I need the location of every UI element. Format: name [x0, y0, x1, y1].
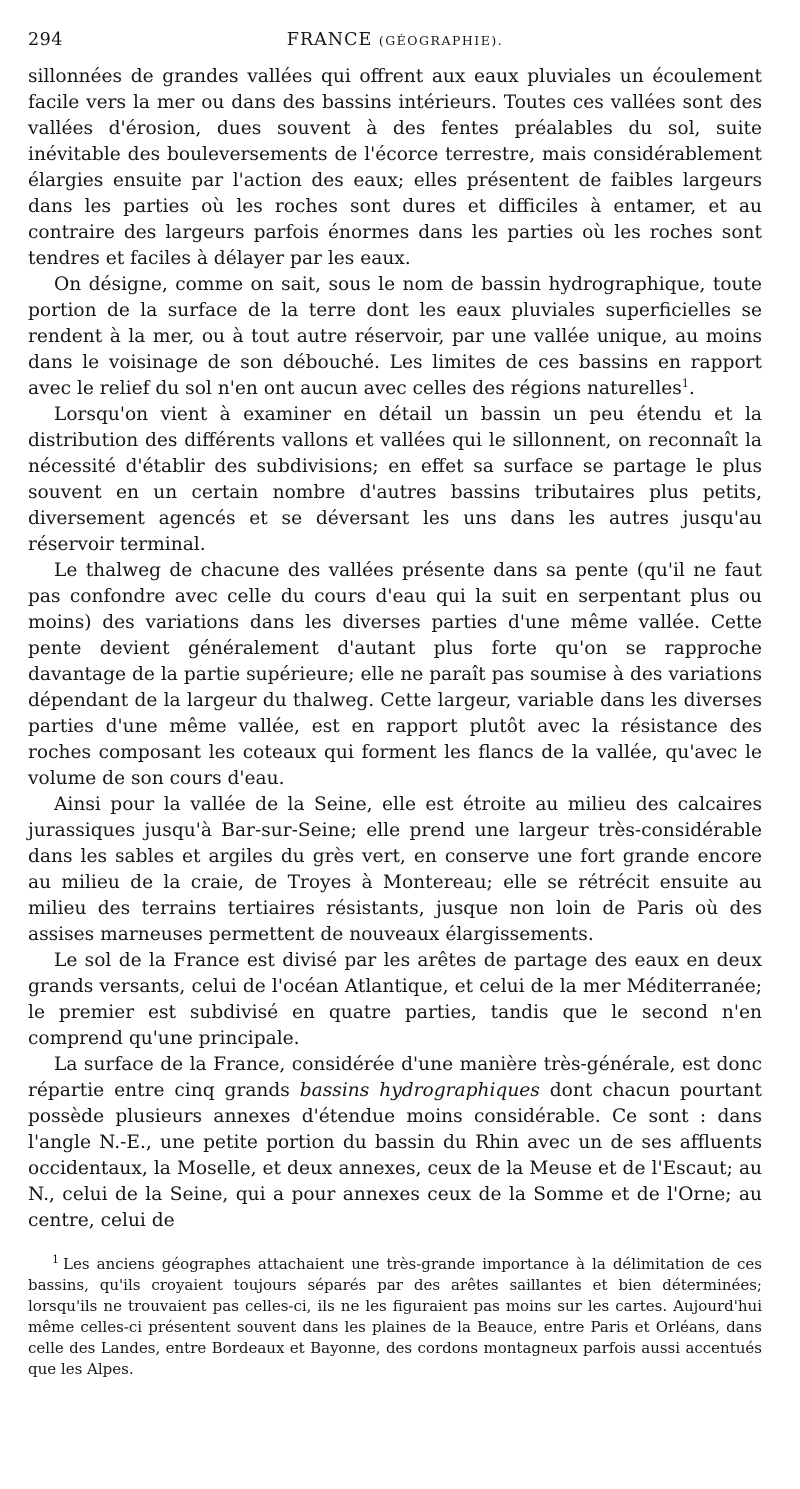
- running-title-main: FRANCE: [286, 30, 373, 50]
- paragraph-7: [28, 1052, 762, 1234]
- paragraph-6: Le sol de la France est divisé par les arêtes de partage des eaux en deux grands versants, celui de l'océan Atlantique, et celui de la mer Méditerranée; le premier est subdivisé en quatre parties, tandis que le second n'en comprend qu'une principale.: [28, 950, 762, 1049]
- running-title: [28, 30, 762, 50]
- paragraph-1: sillonnées de grandes vallées qui offrent aux eaux pluviales un écoulement facile vers la mer ou dans des bassins intérieurs. Toutes ces vallées sont des vallées d'érosion, dues souvent à des fentes préalables du sol, suite inévitable des bouleversements de l'écorce terrestre, mais considérablement élargies ensuite par l'action des eaux; elles présentent de faibles largeurs dans les parties où les roches sont dures et difficiles à entamer, et au contraire des largeurs parfois énormes dans les parties où les roches sont tendres et faciles à délayer par les eaux.: [28, 66, 762, 269]
- paragraph-2-end: .: [688, 378, 695, 399]
- paragraph-7-start: La surface de la France, considérée d'une manière très-générale, est donc répartie entre cinq grands: [28, 1054, 762, 1101]
- paragraph-2-text: On désigne, comme on sait, sous le nom de bassin hydrographique, toute portion de la surface de la terre dont les eaux pluviales superficielles se rendent à la mer, ou à tout autre réservoir, par une vallée unique, au moins dans le voisinage de son débouché. Les limites de ces bassins en rapport avec le relief du sol n'en ont aucun avec celles des régions naturelles: [28, 274, 762, 399]
- paragraph-7-emphasis: bassins hydrographiques: [299, 1080, 540, 1101]
- paragraph-2: [28, 272, 762, 402]
- body-text: [28, 64, 762, 1234]
- paragraph-4: Le thalweg de chacune des vallées présente dans sa pente (qu'il ne faut pas confondre avec celle du cours d'eau qui la suit en serpentant plus ou moins) des variations dans les diverses parties d'une même vallée. Cette pente devient généralement d'autant plus forte qu'on se rapproche davantage de la partie supérieure; elle ne paraît pas soumise à des variations dépendant de la largeur du thalweg. Cette largeur, variable dans les diverses parties d'une même vallée, est en rapport plutôt avec la résistance des roches composant les coteaux qui forment les flancs de la vallée, qu'avec le volume de son cours d'eau.: [28, 560, 762, 789]
- page-number: 294: [28, 30, 63, 50]
- footnote-text: Les anciens géographes attachaient une très-grande importance à la délimitation de ces bassins, qu'ils croyaient toujours séparés par des arêtes saillantes et bien déterminées; lorsqu'ils ne trouvaient pas celles-ci, ils ne les figuraient pas moins sur les cartes. Aujourd'hui même celles-ci présentent souvent dans les plaines de la Beauce, entre Paris et Orléans, dans celle des Landes, entre Bordeaux et Bayonne, des cordons montagneux parfois aussi accentués que les Alpes.: [28, 1255, 762, 1378]
- footnote-marker: 1: [52, 1253, 59, 1266]
- running-title-sub: (GÉOGRAPHIE).: [378, 33, 504, 48]
- paragraph-3: Lorsqu'on vient à examiner en détail un bassin un peu étendu et la distribution des différents vallons et vallées qui le sillonnent, on reconnaît la nécessité d'établir des subdivisions; en effet sa surface se partage le plus souvent en un certain nombre d'autres bassins tributaires plus petits, diversement agencés et se déversant les uns dans les autres jusqu'au réservoir terminal.: [28, 404, 762, 555]
- paragraph-7-end: dont chacun pourtant possède plusieurs annexes d'étendue moins considérable. Ce sont : dans l'angle N.-E., une petite portion du bassin du Rhin avec un de ses affluents occidentaux, la Moselle, et deux annexes, ceux de la Meuse et de l'Escaut; au N., celui de la Seine, qui a pour annexes ceux de la Somme et de l'Orne; au centre, celui de: [28, 1080, 762, 1231]
- paragraph-5: Ainsi pour la vallée de la Seine, elle est étroite au milieu des calcaires jurassiques jusqu'à Bar-sur-Seine; elle prend une largeur très-considérable dans les sables et argiles du grès vert, en conserve une fort grande encore au milieu de la craie, de Troyes à Montereau; elle se rétrécit ensuite au milieu des terrains tertiaires résistants, jusque non loin de Paris où des assises marneuses permettent de nouveaux élargissements.: [28, 794, 762, 945]
- book-page: [28, 28, 762, 1380]
- footnote: [28, 1254, 762, 1380]
- page-header: [28, 28, 762, 58]
- footnote-ref[interactable]: 1: [681, 376, 689, 390]
